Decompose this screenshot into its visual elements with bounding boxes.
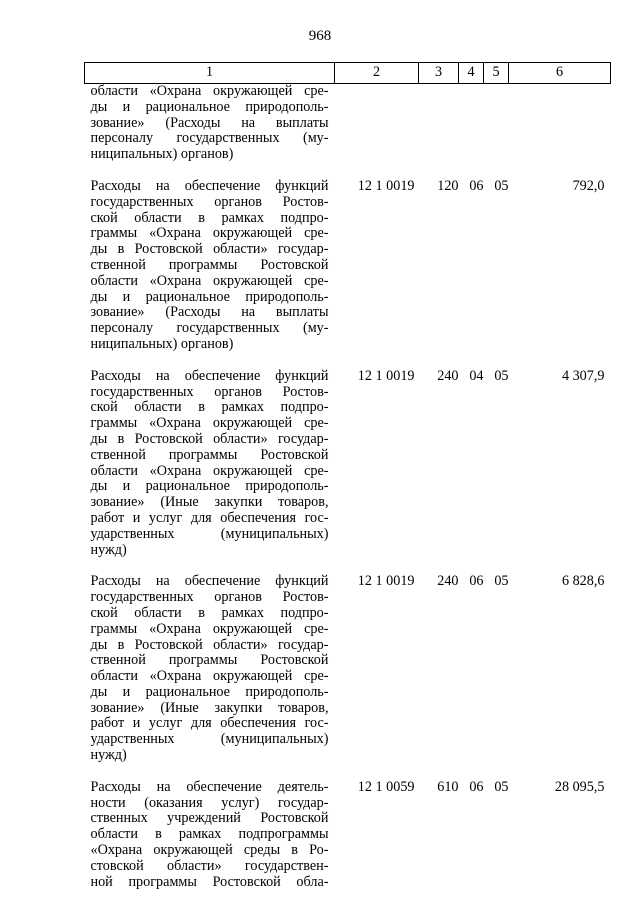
row-target-article: 12 1 0059 xyxy=(357,778,415,795)
row-expense-type: 240 xyxy=(437,573,459,590)
row-target-article xyxy=(335,84,419,179)
row-description xyxy=(85,574,335,780)
description-line: нужд) xyxy=(90,747,127,764)
row-subsection: 05 xyxy=(494,367,509,384)
header-col-2: 2 xyxy=(335,63,419,84)
description-line: ской области в рамках подпро- xyxy=(90,399,329,416)
row-section: 06 xyxy=(469,177,484,194)
description-line: ниципальных) органов) xyxy=(90,335,234,352)
row-expense-type: 240 xyxy=(437,367,459,384)
description-line: ды в Ростовской области» государ- xyxy=(90,430,329,447)
row-description xyxy=(85,369,335,575)
header-col-4: 4 xyxy=(459,63,484,84)
header-col-3: 3 xyxy=(419,63,459,84)
row-section: 06 xyxy=(469,573,484,590)
description-line: Расходы на обеспечение функций xyxy=(90,177,329,194)
row-subsection xyxy=(484,84,509,179)
description-line: государственных органов Ростов- xyxy=(90,589,329,606)
row-amount xyxy=(509,84,611,179)
description-line: ственной программы Ростовской xyxy=(90,652,329,669)
table-row xyxy=(85,574,611,780)
row-target-article: 12 1 0019 xyxy=(357,367,415,384)
description-line: «Охрана окружающей среды в Ро- xyxy=(90,842,329,859)
page-number: 968 xyxy=(308,28,332,44)
description-line: ственной программы Ростовской xyxy=(90,446,329,463)
description-line: области «Охрана окружающей сре- xyxy=(90,83,329,99)
row-target-article: 12 1 0019 xyxy=(357,177,415,194)
table-row xyxy=(85,179,611,369)
description-line: персоналу государственных (му- xyxy=(90,320,329,337)
description-line: области «Охрана окружающей сре- xyxy=(90,668,329,685)
description-line: ности (оказания услуг) государ- xyxy=(90,794,329,811)
row-expense-type: 610 xyxy=(437,778,459,795)
description-line: персоналу государственных (му- xyxy=(90,130,329,147)
description-line: Расходы на обеспечение деятель- xyxy=(90,778,329,795)
description-line: ской области в рамках подпро- xyxy=(90,209,329,226)
description-line: зование» (Расходы на выплаты xyxy=(90,304,329,321)
description-line: ды в Ростовской области» государ- xyxy=(90,636,329,653)
description-line: зование» (Иные закупки товаров, xyxy=(90,494,329,511)
table-row xyxy=(85,84,611,179)
row-amount: 4 307,9 xyxy=(561,367,605,384)
row-description xyxy=(85,179,335,369)
table-row xyxy=(85,780,611,891)
description-line: работ и услуг для обеспечения гос- xyxy=(90,509,329,526)
row-section: 06 xyxy=(469,778,484,795)
row-section xyxy=(459,84,484,179)
row-subsection: 05 xyxy=(494,177,509,194)
description-line: ственных учреждений Ростовской xyxy=(90,810,329,827)
row-subsection: 05 xyxy=(494,778,509,795)
table-row xyxy=(85,369,611,575)
row-description xyxy=(85,84,335,179)
description-line: ниципальных) органов) xyxy=(90,146,234,163)
description-line: граммы «Охрана окружающей сре- xyxy=(90,415,329,432)
description-line: ды и рациональное природополь- xyxy=(90,288,329,305)
description-line: ды и рациональное природополь- xyxy=(90,98,329,115)
row-amount: 6 828,6 xyxy=(561,573,605,590)
table-header-row xyxy=(85,63,611,84)
row-section: 04 xyxy=(469,367,484,384)
header-col-6: 6 xyxy=(509,63,611,84)
description-line: ударственных (муниципальных) xyxy=(90,731,329,748)
description-line: зование» (Расходы на выплаты xyxy=(90,114,329,131)
description-line: ды в Ростовской области» государ- xyxy=(90,241,329,258)
description-line: Расходы на обеспечение функций xyxy=(90,573,329,590)
description-line: государственных органов Ростов- xyxy=(90,193,329,210)
header-col-1: 1 xyxy=(85,63,335,84)
description-line: области «Охрана окружающей сре- xyxy=(90,462,329,479)
description-line: области в рамках подпрограммы xyxy=(90,826,329,843)
description-line: ной программы Ростовской обла- xyxy=(90,873,329,890)
description-line: работ и услуг для обеспечения гос- xyxy=(90,715,329,732)
description-line: ственной программы Ростовской xyxy=(90,256,329,273)
table-body xyxy=(85,84,611,891)
description-line: ударственных (муниципальных) xyxy=(90,525,329,542)
description-line: ской области в рамках подпро- xyxy=(90,604,329,621)
description-line: ды и рациональное природополь- xyxy=(90,478,329,495)
row-description xyxy=(85,780,335,891)
description-line: граммы «Охрана окружающей сре- xyxy=(90,225,329,242)
row-amount: 792,0 xyxy=(572,177,605,194)
row-target-article: 12 1 0019 xyxy=(357,573,415,590)
description-line: Расходы на обеспечение функций xyxy=(90,367,329,384)
row-expense-type xyxy=(419,84,459,179)
description-line: граммы «Охрана окружающей сре- xyxy=(90,620,329,637)
row-subsection: 05 xyxy=(494,573,509,590)
description-line: зование» (Иные закупки товаров, xyxy=(90,699,329,716)
header-col-5: 5 xyxy=(484,63,509,84)
description-line: ды и рациональное природополь- xyxy=(90,683,329,700)
budget-table xyxy=(84,62,611,890)
description-line: стовской области» государствен- xyxy=(90,857,329,874)
row-expense-type: 120 xyxy=(437,177,459,194)
description-line: государственных органов Ростов- xyxy=(90,383,329,400)
description-line: нужд) xyxy=(90,541,127,558)
description-line: области «Охрана окружающей сре- xyxy=(90,272,329,289)
row-amount: 28 095,5 xyxy=(554,778,605,795)
